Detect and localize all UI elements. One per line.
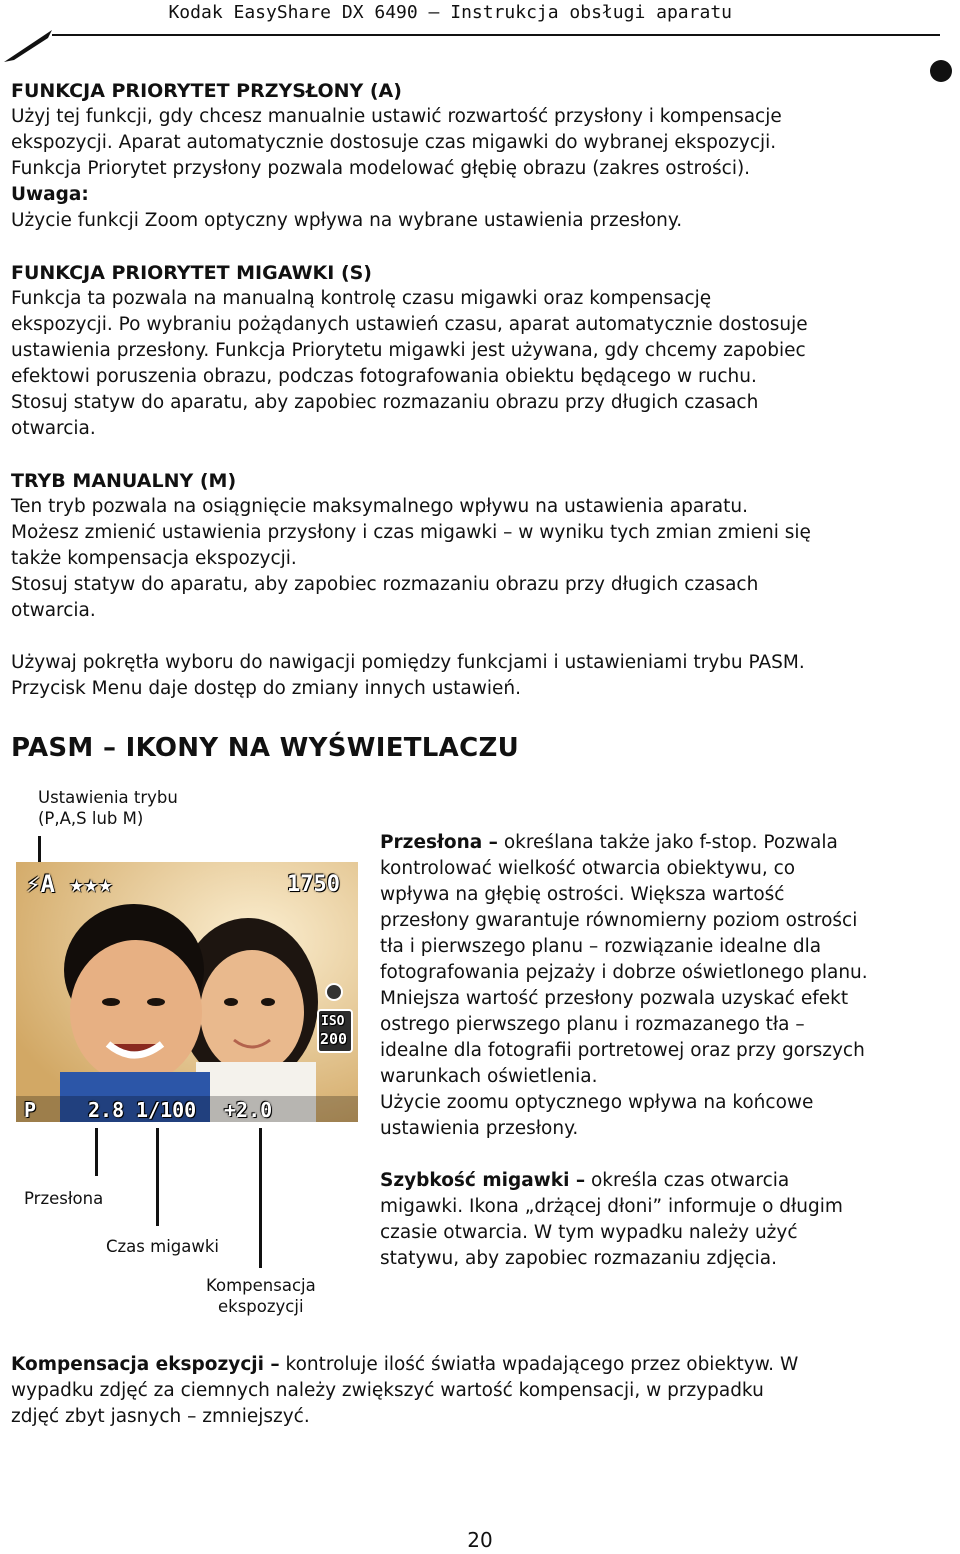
main-content	[11, 78, 951, 702]
manual-line-5: otwarcia.	[11, 600, 96, 621]
page-number: 20	[467, 1528, 493, 1552]
aperture-desc-line-9: idealne dla fotografii portretowej oraz przy gorszych	[380, 1040, 865, 1061]
osd-aperture: 2.8	[88, 1098, 125, 1122]
shutter-line-3: ustawienia przesłony. Funkcja Priorytetu migawki jest używana, gdy chcemy zapobiec	[11, 340, 806, 361]
shutter-line-5: Stosuj statyw do aparatu, aby zapobiec rozmazaniu obrazu przy długich czasach	[11, 392, 759, 413]
navigation-line-2: Przycisk Menu daje dostęp do zmiany innych ustawień.	[11, 678, 521, 699]
shutter-label: Czas migawki	[106, 1237, 220, 1256]
aperture-desc-line-7: Mniejsza wartość przesłony pozwala uzyskać efekt	[380, 988, 849, 1009]
exposure-desc	[11, 1352, 951, 1430]
header-wedge-decoration	[4, 28, 54, 64]
shutter-desc-line-1	[380, 1168, 950, 1194]
aperture-desc-line-8: ostrego pierwszego planu i rozmazanego tła –	[380, 1014, 805, 1035]
osd-iso-value: 200	[320, 1030, 348, 1048]
aperture-desc-line-1	[380, 830, 950, 856]
document-header-title: Kodak EasyShare DX 6490 – Instrukcja obsługi aparatu	[168, 2, 732, 23]
exposure-desc-line-3: zdjęć zbyt jasnych – zmniejszyć.	[11, 1406, 310, 1427]
pasm-descriptions	[380, 830, 950, 1272]
aperture-note-text: Użycie funkcji Zoom optyczny wpływa na wybrane ustawienia przesłony.	[11, 210, 683, 231]
aperture-desc-line-12: ustawienia przesłony.	[380, 1118, 579, 1139]
pasm-title: PASM – IKONY NA WYŚWIETLACZU	[11, 733, 520, 763]
aperture-desc-line-10: warunkach oświetlenia.	[380, 1066, 598, 1087]
header-rule	[52, 34, 940, 36]
aperture-desc-text-1: określana także jako f-stop. Pozwala	[497, 832, 838, 853]
osd-iso-label: ISO	[321, 1014, 345, 1029]
aperture-line-3: Funkcja Priorytet przysłony pozwala modelować głębię obrazu (zakres ostrości).	[11, 158, 751, 179]
exposure-desc-text-1: kontroluje ilość światła wpadającego przez obiektyw. W	[279, 1354, 799, 1375]
osd-mode: P	[24, 1098, 37, 1122]
shutter-desc-line-2: migawki. Ikona „drżącej dłoni” informuje o długim	[380, 1196, 843, 1217]
mode-label-line-2: (P,A,S lub M)	[38, 809, 144, 828]
aperture-desc-line-11: Użycie zoomu optycznego wpływa na końcowe	[380, 1092, 814, 1113]
shutter-desc-term: Szybkość migawki –	[380, 1170, 586, 1191]
aperture-line-1: Użyj tej funkcji, gdy chcesz manualnie ustawić rozwartość przysłony i kompensacje	[11, 106, 782, 127]
shutter-line-6: otwarcia.	[11, 418, 96, 439]
manual-line-1: Ten tryb pozwala na osiągnięcie maksymalnego wpływu na ustawienia aparatu.	[11, 496, 748, 517]
osd-flash-quality: ⚡A ★★★	[26, 870, 113, 898]
shutter-line-1: Funkcja ta pozwala na manualną kontrolę czasu migawki oraz kompensację	[11, 288, 712, 309]
shutter-heading: FUNKCJA PRIORYTET MIGAWKI (S)	[11, 262, 372, 284]
manual-line-2: Możesz zmienić ustawienia przysłony i czas migawki – w wyniku tych zmian zmieni się	[11, 522, 811, 543]
aperture-desc-term: Przesłona –	[380, 832, 498, 853]
aperture-note-label: Uwaga:	[11, 184, 89, 205]
camera-lcd-image	[16, 862, 358, 1122]
aperture-heading: FUNKCJA PRIORYTET PRZYSŁONY (A)	[11, 80, 402, 102]
manual-line-3: także kompensacja ekspozycji.	[11, 548, 297, 569]
shutter-line-2: ekspozycji. Po wybraniu pożądanych ustawień czasu, aparat automatycznie dostosuje	[11, 314, 808, 335]
navigation-line-1: Używaj pokrętła wyboru do nawigacji pomiędzy funkcjami i ustawieniami trybu PASM.	[11, 652, 805, 673]
exposure-pointer-line	[259, 1128, 262, 1268]
shutter-desc-line-4: statywu, aby zapobiec rozmazaniu zdjęcia.	[380, 1248, 777, 1269]
aperture-desc-line-2: kontrolować wielkość otwarcia obiektywu, co	[380, 858, 796, 879]
exposure-desc-line-1	[11, 1352, 951, 1378]
shutter-desc-line-3: czasie otwarcia. W tym wypadku należy użyć	[380, 1222, 798, 1243]
aperture-desc-line-6: fotografowania pejzaży i dobrze oświetlonego planu.	[380, 962, 868, 983]
aperture-desc-line-5: tła i pierwszego planu – rozwiązanie idealne dla	[380, 936, 822, 957]
shutter-line-4: efektowi poruszenia obrazu, podczas fotografowania obiektu będącego w ruchu.	[11, 366, 757, 387]
exposure-label-line-2: ekspozycji	[218, 1297, 304, 1316]
aperture-pointer-line	[95, 1128, 98, 1176]
aperture-desc-line-3: wpływa na głębię ostrości. Większa wartość	[380, 884, 785, 905]
manual-line-4: Stosuj statyw do aparatu, aby zapobiec rozmazaniu obrazu przy długich czasach	[11, 574, 759, 595]
osd-exposure: +2.0	[224, 1098, 273, 1122]
aperture-desc-line-4: przesłony gwarantuje równomierny poziom ostrości	[380, 910, 858, 931]
portrait-illustration	[16, 862, 358, 1122]
mode-label-line-1: Ustawienia trybu	[38, 788, 178, 807]
exposure-label-line-1: Kompensacja	[206, 1276, 316, 1295]
shutter-desc-text-1: określa czas otwarcia	[585, 1170, 790, 1191]
aperture-line-2: ekspozycji. Aparat automatycznie dostosuje czas migawki do wybranej ekspozycji.	[11, 132, 777, 153]
osd-pictures-remaining: 1750	[287, 872, 340, 897]
osd-shutter: 1/100	[136, 1098, 197, 1122]
shutter-pointer-line	[156, 1128, 159, 1226]
exposure-desc-term: Kompensacja ekspozycji –	[11, 1354, 280, 1375]
exposure-desc-line-2: wypadku zdjęć za ciemnych należy zwiększyć wartość kompensacji, w przypadku	[11, 1380, 764, 1401]
aperture-label: Przesłona	[24, 1189, 104, 1208]
manual-heading: TRYB MANUALNY (M)	[11, 470, 237, 492]
